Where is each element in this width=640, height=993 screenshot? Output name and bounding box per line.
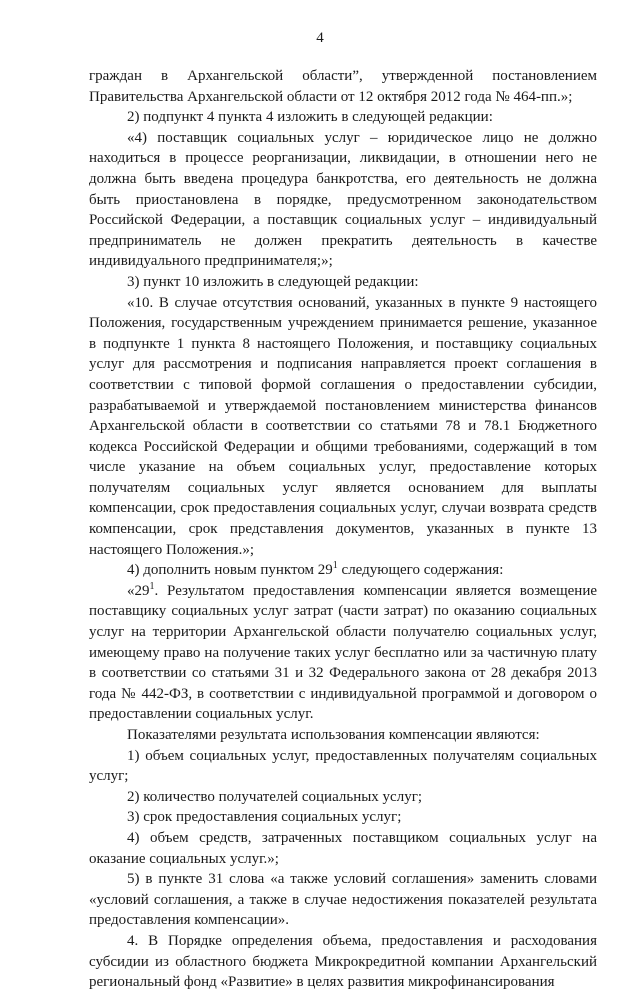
paragraph: Показателями результата использования компенсации являются:	[127, 727, 540, 743]
paragraph: «10. В случае отсутствия оснований, указанных в пункте 9 настоящего Положения, государственным учреждением принимается решение, указанное в подпункте 1 пункта 8 настоящего Положения, и поставщику социальных услуг для рассмотрения и подписания направляется проект соглашения в соответствии с типовой формой соглашения о предоставлении субсидии, разрабатываемой и утверждаемой постановлением министерства финансов Архангельской области в соответствии со статьями 78 и 78.1 Бюджетного кодекса Российской Федерации и общими требованиями, содержащий в том числе указание на объем социальных услуг, предоставление которых получателям социальных услуг является основанием для выплаты компенсации, срок предоставления социальных услуг, случаи возврата средств компенсации, срок представления документов, указанных в пункте 13 настоящего Положения.»;	[89, 294, 597, 558]
list-item: 4) объем средств, затраченных поставщиком социальных услуг на оказание социальных услуг.»;	[89, 829, 597, 867]
paragraph: 4. В Порядке определения объема, предоставления и расходования субсидии из областного бюджета Микрокредитной компании Архангельский региональный фонд «Развитие» в целях развития микрофинансирования	[89, 932, 597, 991]
document-body	[89, 66, 597, 993]
paragraph-text: «29	[127, 582, 150, 599]
superscript: 1	[149, 580, 155, 592]
paragraph: 5) в пункте 31 слова «а также условий соглашения» заменить словами «условий соглашения, а также в случае недостижения показателей результата предоставления компенсации».	[89, 871, 597, 929]
paragraph: граждан в Архангельской области”, утвержденной постановлением Правительства Архангельской области от 12 октября 2012 года № 464-пп.»;	[89, 68, 597, 105]
paragraph-text: следующего содержания:	[337, 562, 504, 579]
paragraph-text: . Результатом предоставления компенсации является возмещение поставщику социальных услуг затрат (части затрат) по оказанию социальных услуг на территории Архангельской области получателю социальных услуг, имеющему право на получение таких услуг бесплатно или за частичную плату в соответствии со статьями 31 и 32 Федерального закона от 28 декабря 2013 года № 442-ФЗ, в соответствии с индивидуальной программой и договором о предоставлении социальных услуг.	[89, 582, 597, 723]
list-item: 2) количество получателей социальных услуг;	[127, 788, 423, 805]
paragraph-text: 4) дополнить новым пунктом 29	[127, 562, 333, 579]
superscript: 1	[332, 560, 338, 572]
paragraph	[89, 560, 597, 581]
page-number: 4	[316, 30, 324, 46]
paragraph: «4) поставщик социальных услуг – юридическое лицо не должно находиться в процессе реорганизации, ликвидации, в отношении него не должна быть введена процедура банкротства, его деятельность не должна быть приостановлена в порядке, предусмотренном законодательством Российской Федерации, а поставщик социальных услуг – индивидуальный предприниматель не должен прекратить деятельность в качестве индивидуального предпринимателя;»;	[89, 129, 597, 270]
paragraph: 2) подпункт 4 пункта 4 изложить в следующей редакции:	[127, 109, 493, 126]
paragraph	[89, 581, 597, 725]
list-item: 3) срок предоставления социальных услуг;	[127, 809, 402, 826]
paragraph: 3) пункт 10 изложить в следующей редакции:	[127, 273, 419, 290]
list-item: 1) объем социальных услуг, предоставленных получателям социальных услуг;	[89, 747, 597, 785]
